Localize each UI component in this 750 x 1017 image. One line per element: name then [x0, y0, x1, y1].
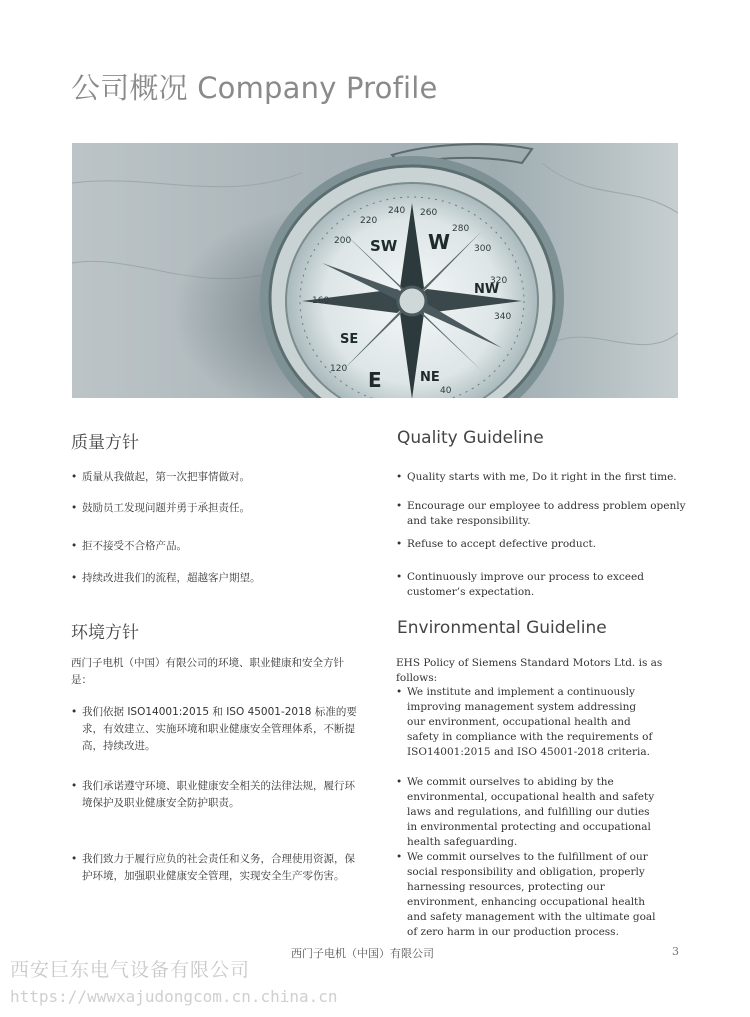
list-item: • 拒不接受不合格产品。	[71, 538, 362, 555]
compass-label: 220	[360, 216, 378, 226]
watermark-url: https://wwwxajudongcom.cn.china.cn	[10, 987, 338, 1006]
compass-icon	[72, 143, 678, 398]
compass-photo	[72, 143, 678, 398]
list-item: • We institute and implement a continuously improving management system addressing our environment, occupational health and safety in compliance with the requirements of ISO14001:2015 and ISO 45001-2018 criteria.	[396, 685, 657, 760]
environment-intro-cn: 西门子电机（中国）有限公司的环境、职业健康和安全方针是：	[71, 657, 344, 686]
watermark-company: 西安巨东电气设备有限公司	[10, 959, 251, 981]
page-title: 公司概况 Company Profile	[71, 71, 438, 105]
compass-label: E	[368, 368, 382, 392]
compass-label: 200	[334, 236, 352, 246]
quality-heading-en: Quality Guideline	[397, 428, 544, 448]
compass-label: 160	[312, 296, 330, 306]
compass-label: W	[428, 230, 451, 254]
environment-heading-en: Environmental Guideline	[397, 618, 607, 638]
environment-heading-cn: 环境方针	[71, 623, 139, 643]
list-item: • Refuse to accept defective product.	[396, 537, 692, 552]
list-item: • 持续改进我们的流程，超越客户期望。	[71, 570, 362, 587]
compass-label: NW	[474, 282, 500, 297]
compass-label: 240	[388, 206, 406, 216]
list-item: • 我们依据 ISO14001:2015 和 ISO 45001-2018 标准的要求，有效建立、实施环境和职业健康安全管理体系，不断提高，持续改进。	[71, 704, 357, 755]
list-item: • Continuously improve our process to exceed customer’s expectation.	[396, 570, 692, 600]
compass-label: 40	[440, 386, 452, 396]
compass-label: SW	[370, 237, 398, 255]
quality-heading-cn: 质量方针	[71, 433, 139, 453]
compass-label: 280	[452, 224, 470, 234]
compass-label: 340	[494, 312, 512, 322]
list-item: • 质量从我做起，第一次把事情做对。	[71, 469, 362, 486]
list-item: • Encourage our employee to address problem openly and take responsibility.	[396, 499, 692, 529]
compass-label: 260	[420, 208, 438, 218]
list-item: • 我们致力于履行应负的社会责任和义务，合理使用资源，保护环境，加强职业健康安全管理，实现安全生产零伤害。	[71, 851, 357, 885]
list-item: • We commit ourselves to abiding by the environmental, occupational health and safety laws and regulations, and fulfilling our duties in environmental protecting and occupational health safeguarding.	[396, 775, 662, 850]
page-number: 3	[672, 945, 679, 958]
compass-label: 300	[474, 244, 492, 254]
compass-label: 120	[330, 364, 348, 374]
list-item: • We commit ourselves to the fulfillment of our social responsibility and obligation, properly harnessing resources, protecting our environment, enhancing occupational health and safety management with the ultimate goal of zero harm in our production process.	[396, 850, 657, 940]
list-item: • Quality starts with me, Do it right in the first time.	[396, 470, 692, 485]
compass-label: 320	[490, 276, 508, 286]
environment-intro-en: EHS Policy of Siemens Standard Motors Ltd. is as follows:	[396, 657, 663, 684]
list-item: • 我们承诺遵守环境、职业健康安全相关的法律法规，履行环境保护及职业健康安全防护职责。	[71, 778, 357, 812]
footer-company: 西门子电机（中国）有限公司	[291, 947, 434, 960]
compass-label: SE	[340, 332, 359, 347]
list-item: • 鼓励员工发现问题并勇于承担责任。	[71, 500, 362, 517]
compass-label: NE	[420, 370, 440, 385]
